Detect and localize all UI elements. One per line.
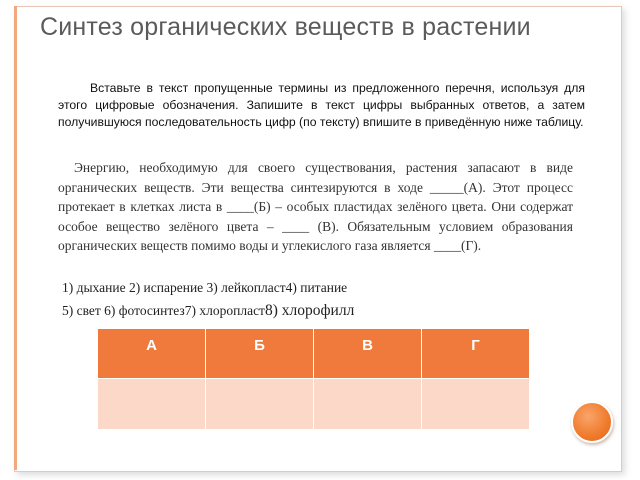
answer-cell-v[interactable] xyxy=(314,379,422,430)
answer-cell-a[interactable] xyxy=(98,379,206,430)
options-row-2 xyxy=(62,302,582,320)
options-row-2-part-b: 8) хлорофилл xyxy=(264,302,355,319)
task-passage: Энергию, необходимую для своего существования, растения запасают в виде органических веществ. Эти вещества синтезируются в ходе _____(А). Этот процесс протекает в клетках листа в ____(Б) – особых пластидах зелёного цвета. Они содержат особое вещество зелёного цвета – ____ (В). Обязательным условием образования органических веществ помимо воды и углекислого газа является ____(Г). xyxy=(58,160,573,253)
slide-accent-stripe xyxy=(14,6,17,470)
answer-cell-b[interactable] xyxy=(206,379,314,430)
answer-table xyxy=(97,328,530,430)
answer-header-g: Г xyxy=(422,329,530,379)
slide-title: Синтез органических веществ в растении xyxy=(40,13,531,41)
answer-table-header-row xyxy=(98,329,530,379)
task-instruction: Вставьте в текст пропущенные термины из предложенного перечня, используя для этого цифровые обозначения. Запишите в текст цифры выбранных ответов, а затем получившуюся последовательность цифр (по тексту) впишите в приведённую ниже таблицу. xyxy=(58,81,585,129)
answer-table-row xyxy=(98,379,530,430)
options-row-2-part-a: 5) свет 6) фотосинтез7) хлоропласт xyxy=(62,303,265,318)
answer-cell-g[interactable] xyxy=(422,379,530,430)
options-row-1: 1) дыхание 2) испарение 3) лейкопласт4) питание xyxy=(62,280,348,295)
answer-header-b: Б xyxy=(206,329,314,379)
answer-header-a: А xyxy=(98,329,206,379)
decorative-circle xyxy=(571,401,613,443)
answer-header-v: В xyxy=(314,329,422,379)
